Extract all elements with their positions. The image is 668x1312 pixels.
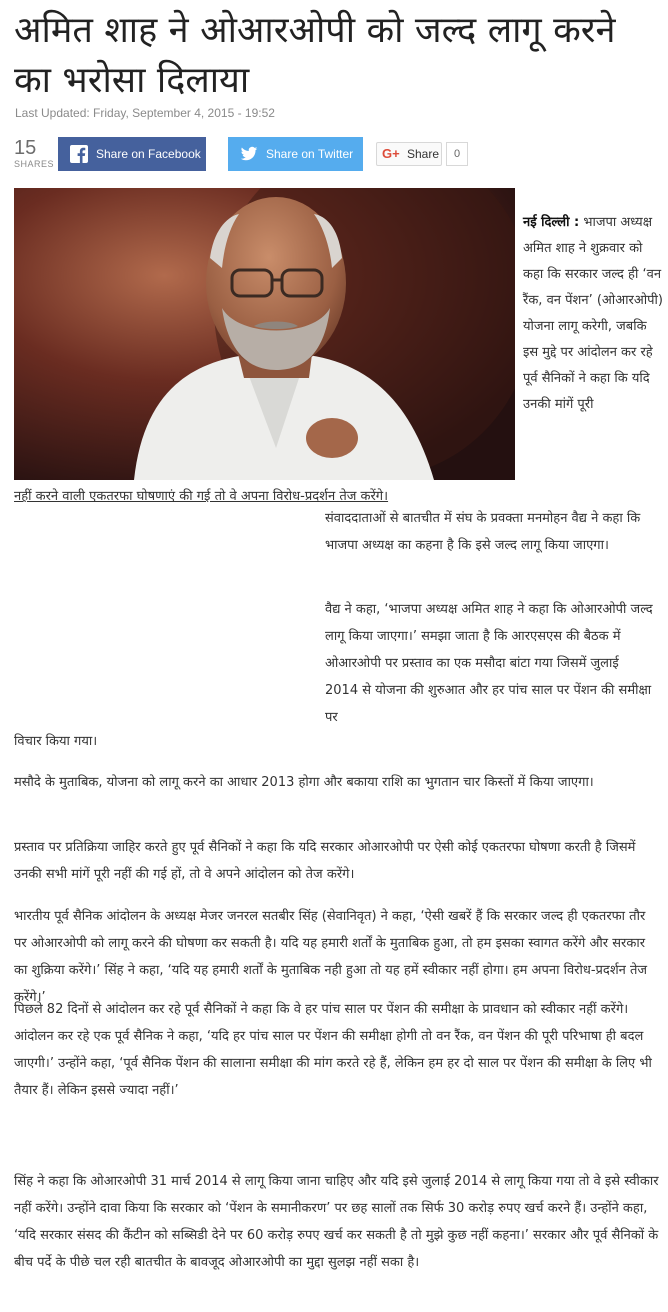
share-count-label: SHARES: [14, 159, 55, 169]
portrait-illustration: [14, 188, 515, 480]
paragraph-6: पिछले 82 दिनों से आंदोलन कर रहे पूर्व सैनिकों ने कहा कि वे हर पांच साल पर पेंशन की समीक्षा के प्रावधान को स्वीकार नहीं करेंगे। आंदोलन कर रहे एक पूर्व सैनिक ने कहा, ‘यदि हर पांच साल पर पेंशन की समीक्षा होगी तो वन रैंक, वन पेंशन की पूरी परिभाषा ही बदल जाएगी।’ उन्होंने कहा, ‘पूर्व सैनिक पेंशन की सालाना समीक्षा की मांग करते रहे हैं, लेकिन हम हर दो साल पर पेंशन की समीक्षा के लिए भी तैयार हैं। लेकिन इससे ज्यादा नहीं।’: [14, 1002, 652, 1098]
share-count: [14, 137, 54, 169]
google-plus-icon: G+: [382, 146, 400, 161]
paragraph-2: वैद्य ने कहा, ‘भाजपा अध्यक्ष अमित शाह ने कहा कि ओआरओपी जल्द लागू किया जाएगा।’ समझा जाता है कि आरएसएस की बैठक में ओआरओपी पर प्रस्ताव का एक मसौदा बांटा गया जिसमें जुलाई 2014 से योजना की शुरुआत और हर पांच साल पर पेंशन की समीक्षा पर: [325, 602, 653, 725]
dateline: नई दिल्ली :: [523, 215, 580, 230]
lead-overflow-line: नहीं करने वाली एकतरफा घोषणाएं की गई तो वे अपना विरोध-प्रदर्शन तेज करेंगे।: [14, 489, 389, 504]
paragraph-3: मसौदे के मुताबिक, योजना को लागू करने का आधार 2013 होगा और बकाया राशि का भुगतान चार किस्तों में किया जाएगा।: [14, 775, 594, 790]
paragraph-7: सिंह ने कहा कि ओआरओपी 31 मार्च 2014 से लागू किया जाना चाहिए और यदि इसे जुलाई 2014 से लागू किया गया तो वे इसे स्वीकार नहीं करेंगे। उन्होंने दावा किया कि सरकार को ‘पेंशन के समानीकरण’ पर छह सालों तक सिर्फ 30 करोड़ रुपए खर्च करने हैं। उन्होंने कहा, ‘यदि सरकार संसद की कैंटीन को सब्सिडी देने पर 60 करोड़ रुपए खर्च कर सकती है तो मुझे कुछ नहीं कहना।’ सरकार और पूर्व सैनिकों के बीच पर्दे के पीछे चल रही बातचीत के बावजूद ओआरओपी का मुद्दा सुलझ नहीं सका है।: [14, 1174, 659, 1270]
twitter-icon: [240, 145, 258, 163]
article-photo: [14, 188, 515, 480]
article-headline: अमित शाह ने ओआरओपी को जल्द लागू करने का भरोसा दिलाया: [14, 10, 616, 101]
share-gplus-label: Share: [407, 147, 440, 161]
facebook-icon: [70, 145, 88, 163]
share-twitter-button[interactable]: [228, 137, 363, 171]
share-facebook-button[interactable]: [58, 137, 206, 171]
lead-paragraph: [523, 210, 663, 418]
last-updated: Last Updated: Friday, September 4, 2015 - 19:52: [15, 106, 275, 120]
share-facebook-label: Share on Facebook: [96, 147, 201, 161]
gplus-share-count: 0: [446, 142, 468, 166]
share-bar: [14, 137, 654, 177]
paragraph-4: प्रस्ताव पर प्रतिक्रिया जाहिर करते हुए पूर्व सैनिकों ने कहा कि यदि सरकार ओआरओपी पर ऐसी कोई एकतरफा घोषणा करती है जिसमें उनकी सभी मांगें पूरी नहीं की गई हों, तो वे अपने आंदोलन को तेज करेंगे।: [14, 840, 636, 882]
paragraph-2-tail: विचार किया गया।: [14, 734, 98, 749]
lead-text: भाजपा अध्यक्ष अमित शाह ने शुक्रवार को कहा कि सरकार जल्द ही ‘वन रैंक, वन पेंशन’ (ओआरओपी) योजना लागू करेगी, जबकि इस मुद्दे पर आंदोलन कर रहे पूर्व सैनिकों ने कहा कि यदि उनकी मांगें पूरी: [523, 215, 663, 412]
share-count-number: 15: [14, 137, 37, 159]
paragraph-5: भारतीय पूर्व सैनिक आंदोलन के अध्यक्ष मेजर जनरल सतबीर सिंह (सेवानिवृत) ने कहा, ‘ऐसी खबरें हैं कि सरकार जल्द ही एकतरफा तौर पर ओआरओपी को लागू करने की घोषणा कर सकती है। यदि यह हमारी शर्तों के मुताबिक हुआ, तो हम इसका स्वागत करेंगे और सरकार का शुक्रिया करेंगे।’ सिंह ने कहा, ‘यदि यह हमारी शर्तों के मुताबिक नही हुआ तो यह हमें स्वीकार नहीं होगा। हम अपना विरोध-प्रदर्शन तेज करेंगे।’: [14, 909, 648, 1005]
share-twitter-label: Share on Twitter: [266, 147, 354, 161]
paragraph-1: संवाददाताओं से बातचीत में संघ के प्रवक्ता मनमोहन वैद्य ने कहा कि भाजपा अध्यक्ष का कहना है कि इसे जल्द लागू किया जाएगा।: [325, 511, 641, 553]
share-gplus-button[interactable]: [376, 142, 442, 166]
